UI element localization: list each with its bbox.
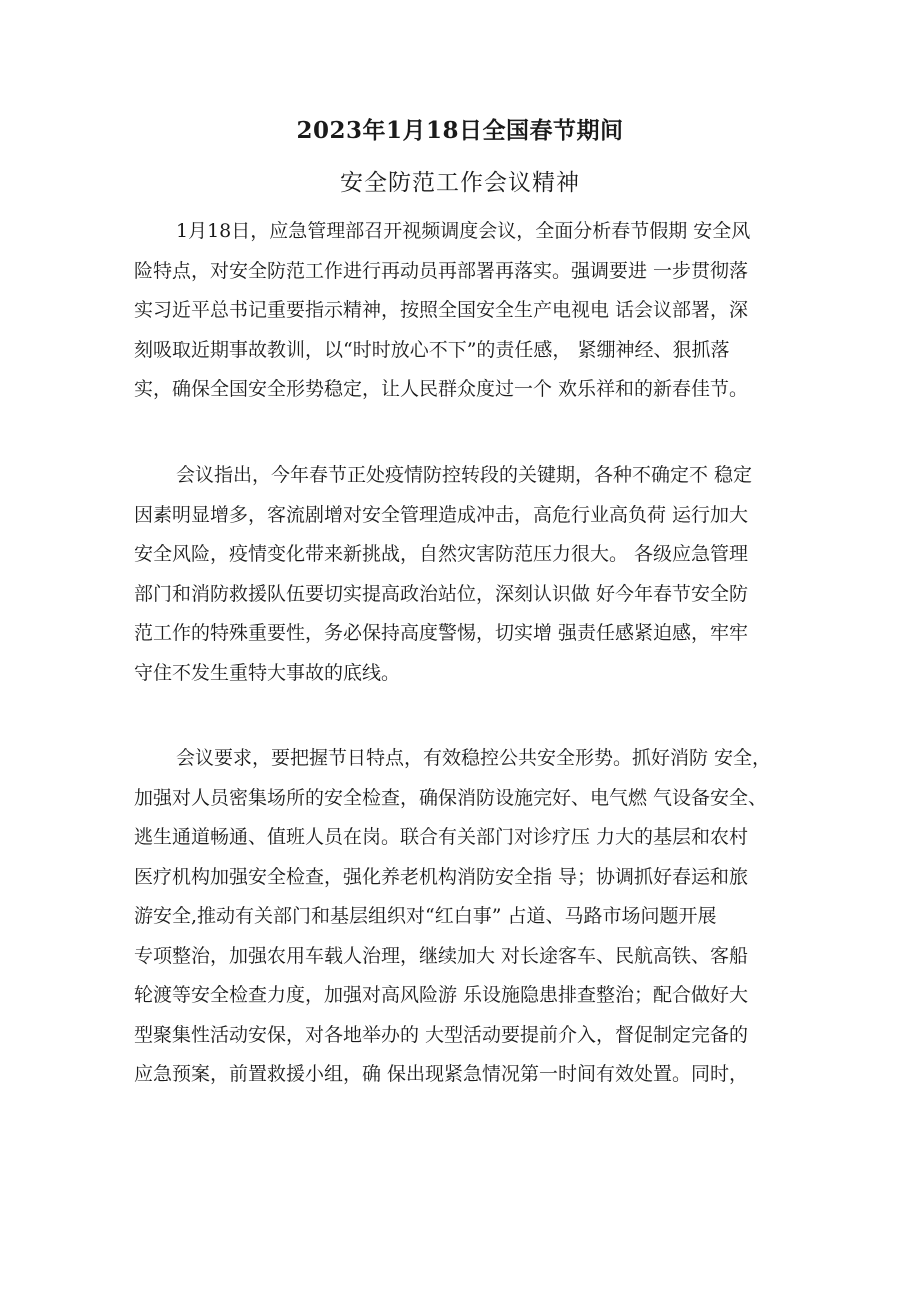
- paragraph-3: [134, 739, 771, 1095]
- paragraph-line: 医疗机构加强安全检查，强化养老机构消防安全指 导；协调抓好春运和旅: [134, 865, 749, 888]
- paragraph-line: 范工作的特殊重要性，务必保持高度警惕，切实增 强责任感紧迫感，牢牢: [134, 622, 749, 644]
- paragraph-line: 应急预案，前置救援小组，确 保出现紧急情况第一时间有效处置。同时，: [134, 1063, 749, 1085]
- paragraph-line: 逃生通道畅通、值班人员在岗。联合有关部门对诊疗压 力大的基层和农村: [134, 826, 749, 848]
- paragraph-line: 1月18日，应急管理部召开视频调度会议，全面分析春节假期 安全风: [176, 220, 751, 242]
- paragraph-2: [134, 456, 752, 693]
- paragraph-line: 实习近平总书记重要指示精神，按照全国安全生产电视电 话会议部署，深: [134, 299, 749, 321]
- paragraph-line: 轮渡等安全检查力度，加强对高风险游 乐设施隐患排查整治；配合做好大: [134, 984, 749, 1006]
- paragraph-line: 实，确保全国安全形势稳定，让人民群众度过一个 欢乐祥和的新春佳节。: [134, 378, 749, 400]
- paragraph-line: 刻吸取近期事故教训，以“时时放心不下”的责任感， 紧绷神经、狠抓落: [134, 338, 730, 361]
- paragraph-line: 会议要求，要把握节日特点，有效稳控公共安全形势。抓好消防 安全，: [176, 747, 772, 769]
- paragraph-line: 守住不发生重特大事故的底线。: [134, 661, 401, 684]
- paragraph-line: 游安全,推动有关部门和基层组织对“红白事” 占道、马路市场问题开展: [134, 905, 717, 927]
- paragraph-line: 因素明显增多，客流剧增对安全管理造成冲击，高危行业高负荷 运行加大: [134, 503, 749, 526]
- document-title-line1: 2023年1月18日全国春节期间: [296, 117, 624, 144]
- paragraph-line: 部门和消防救援队伍要切实提高政治站位，深刻认识做 好今年春节安全防: [134, 582, 749, 605]
- paragraph-1: [134, 212, 750, 410]
- document-title-line2: 安全防范工作会议精神: [340, 170, 580, 196]
- paragraph-line: 险特点，对安全防范工作进行再动员再部署再落实。强调要进 一步贯彻落: [134, 259, 749, 282]
- paragraph-line: 会议指出，今年春节正处疫情防控转段的关键期，各种不确定不 稳定: [176, 464, 753, 486]
- paragraph-line: 型聚集性活动安保，对各地举办的 大型活动要提前介入，督促制定完备的: [134, 1023, 749, 1046]
- paragraph-line: 加强对人员密集场所的安全检查，确保消防设施完好、电气燃 气设备安全、: [134, 786, 768, 809]
- paragraph-line: 专项整治，加强农用车载人治理，继续加大 对长途客车、民航高铁、客船: [134, 944, 749, 967]
- paragraph-line: 安全风险，疫情变化带来新挑战，自然灾害防范压力很大。 各级应急管理: [134, 543, 749, 565]
